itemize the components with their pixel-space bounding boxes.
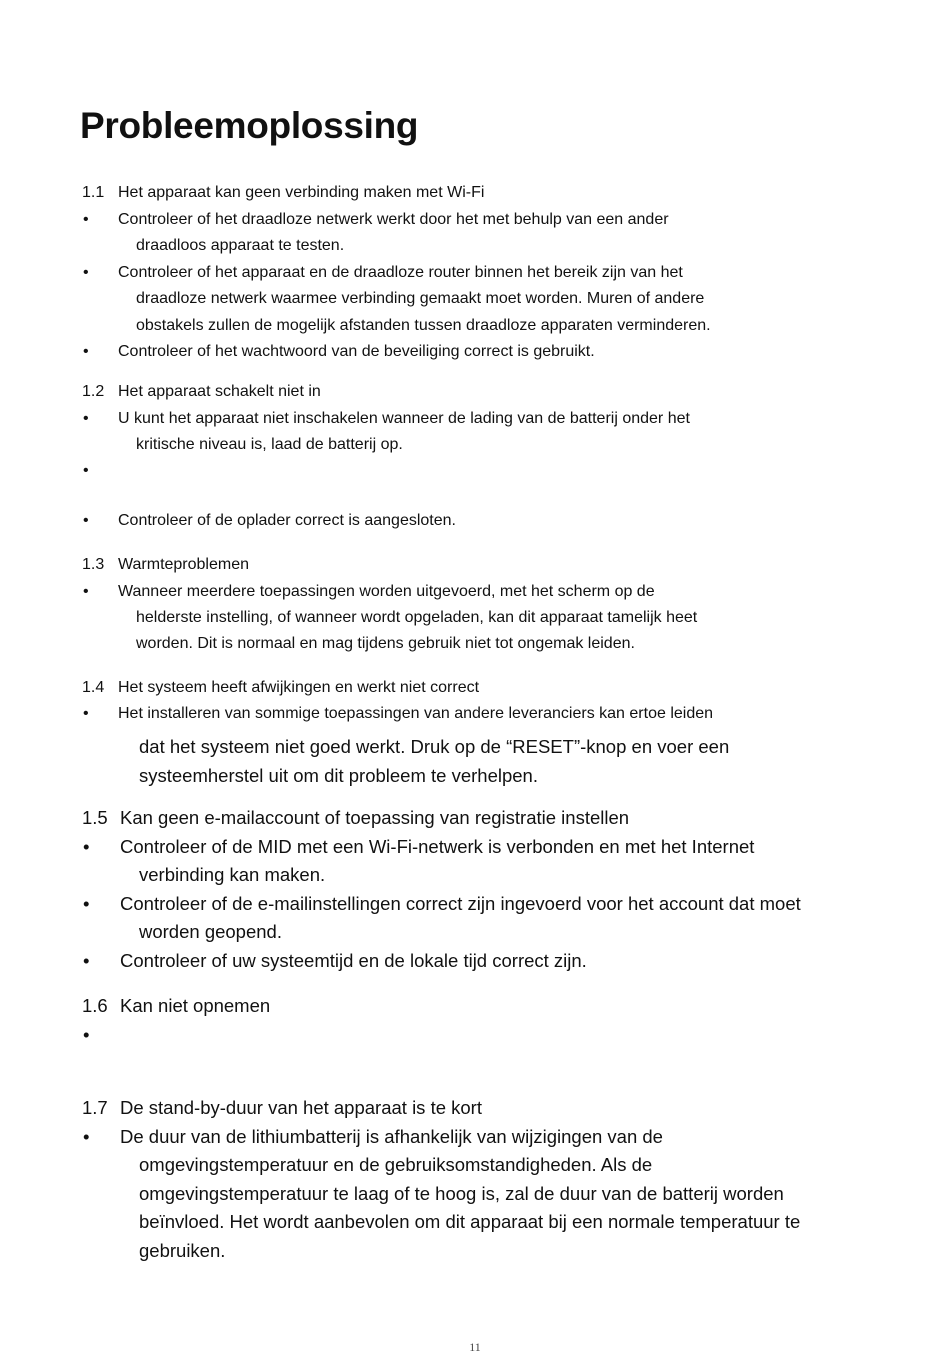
bullet-text: obstakels zullen de mogelijk afstanden tussen draadloze apparaten verminderen.: [136, 317, 711, 334]
section-number: 1.1: [82, 184, 105, 201]
section-heading: Warmteproblemen: [118, 556, 250, 573]
bullet-text: Controleer of uw systeemtijd en de lokale tijd correct zijn.: [120, 950, 587, 971]
bullet-icon: •: [83, 705, 89, 722]
section-number: 1.4: [82, 679, 105, 696]
bullet-icon: •: [83, 264, 89, 281]
page-number: 11: [469, 1340, 481, 1354]
section-number: 1.3: [82, 556, 105, 573]
section-heading: Kan geen e-mailaccount of toepassing van registratie instellen: [120, 807, 630, 828]
bullet-icon: •: [83, 410, 89, 427]
bullet-icon: •: [83, 462, 89, 479]
bullet-icon: •: [83, 512, 89, 529]
bullet-icon: •: [83, 1024, 90, 1045]
section-heading: De stand-by-duur van het apparaat is te kort: [120, 1097, 482, 1118]
bullet-icon: •: [83, 1126, 90, 1147]
bullet-text: worden geopend.: [139, 921, 282, 942]
section-number: 1.7: [82, 1097, 108, 1118]
bullet-text: omgevingstemperatuur te laag of te hoog is, zal de duur van de batterij worden: [139, 1183, 784, 1204]
bullet-icon: •: [83, 343, 89, 360]
page-title: Probleemoplossing: [80, 105, 419, 146]
bullet-text: U kunt het apparaat niet inschakelen wanneer de lading van de batterij onder het: [118, 410, 690, 427]
bullet-icon: •: [83, 211, 89, 228]
bullet-text: dat het systeem niet goed werkt. Druk op de “RESET”-knop en voer een: [139, 736, 730, 757]
bullet-text: Controleer of het draadloze netwerk werkt door het met behulp van een ander: [118, 211, 669, 228]
bullet-text: Het installeren van sommige toepassingen van andere leveranciers kan ertoe leiden: [118, 705, 714, 722]
bullet-text: Controleer of de oplader correct is aangesloten.: [118, 512, 456, 529]
bullet-icon: •: [83, 583, 89, 600]
bullet-text: Controleer of de MID met een Wi-Fi-netwerk is verbonden en met het Internet: [120, 836, 755, 857]
section-heading: Het apparaat kan geen verbinding maken met Wi-Fi: [118, 184, 485, 201]
bullet-text: omgevingstemperatuur en de gebruiksomstandigheden. Als de: [139, 1154, 653, 1175]
section-number: 1.5: [82, 807, 108, 828]
bullet-text: draadloos apparaat te testen.: [136, 237, 345, 254]
bullet-text: Controleer of de e-mailinstellingen correct zijn ingevoerd voor het account dat moet: [120, 893, 801, 914]
section-heading: Het apparaat schakelt niet in: [118, 383, 321, 400]
bullet-text: helderste instelling, of wanneer wordt opgeladen, kan dit apparaat tamelijk heet: [136, 609, 698, 626]
bullet-icon: •: [83, 836, 90, 857]
bullet-text: beïnvloed. Het wordt aanbevolen om dit apparaat bij een normale temperatuur te: [139, 1211, 801, 1232]
bullet-text: Controleer of het wachtwoord van de beveiliging correct is gebruikt.: [118, 343, 595, 360]
bullet-text: draadloze netwerk waarmee verbinding gemaakt moet worden. Muren of andere: [136, 290, 705, 307]
bullet-text: De duur van de lithiumbatterij is afhankelijk van wijzigingen van de: [120, 1126, 663, 1147]
bullet-text: gebruiken.: [139, 1240, 226, 1261]
bullet-text: Controleer of het apparaat en de draadloze router binnen het bereik zijn van het: [118, 264, 683, 281]
bullet-text: kritische niveau is, laad de batterij op.: [136, 436, 403, 453]
bullet-icon: •: [83, 893, 90, 914]
section-number: 1.6: [82, 995, 108, 1016]
bullet-text: worden. Dit is normaal en mag tijdens gebruik niet tot ongemak leiden.: [136, 635, 635, 652]
section-number: 1.2: [82, 383, 105, 400]
section-heading: Kan niet opnemen: [120, 995, 271, 1016]
bullet-icon: •: [83, 950, 90, 971]
bullet-text: verbinding kan maken.: [139, 864, 326, 885]
bullet-text: systeemherstel uit om dit probleem te verhelpen.: [139, 765, 538, 786]
section-heading: Het systeem heeft afwijkingen en werkt niet correct: [118, 679, 480, 696]
bullet-text: Wanneer meerdere toepassingen worden uitgevoerd, met het scherm op de: [118, 583, 655, 600]
